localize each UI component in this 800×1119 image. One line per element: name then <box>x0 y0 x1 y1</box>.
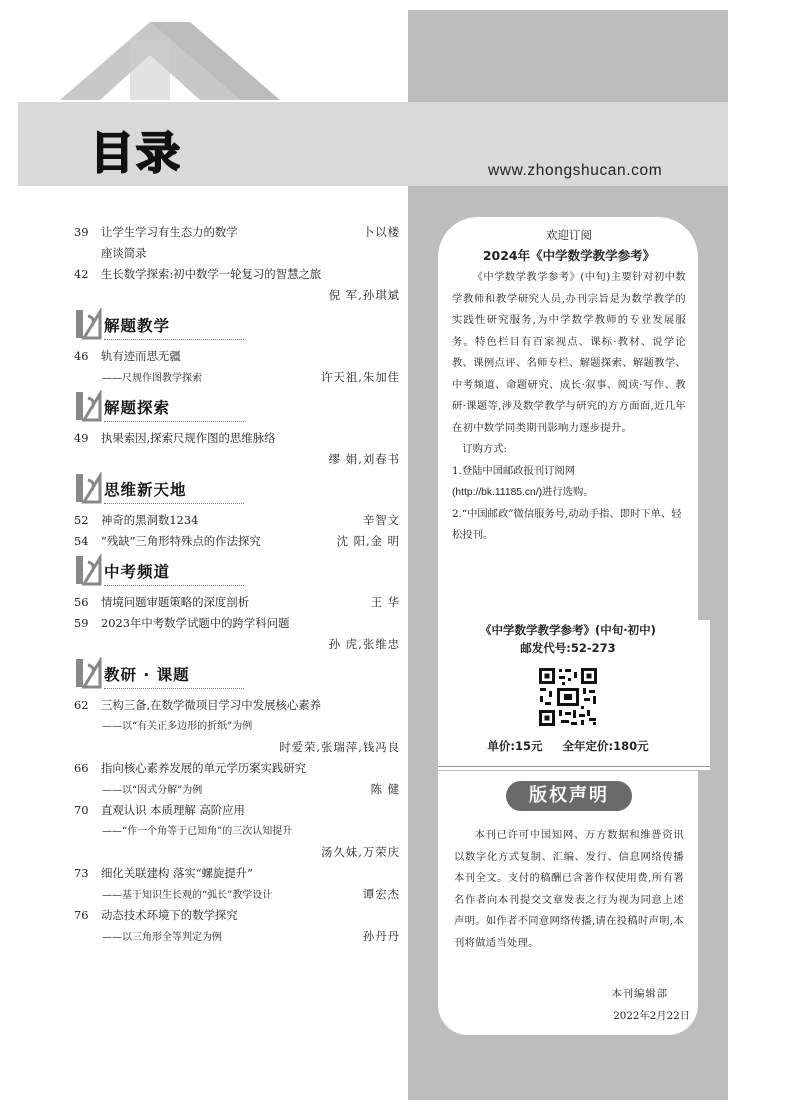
journal-full-name: 《中学数学教学参考》(中旬·初中) <box>480 623 656 637</box>
section-divider <box>104 339 244 340</box>
section-logo-icon <box>74 472 102 506</box>
toc-entry[interactable] <box>74 510 400 531</box>
page-number: 59 <box>74 616 89 630</box>
section-header <box>74 388 400 428</box>
section-title: 解题教学 <box>104 317 171 335</box>
section-logo-icon <box>74 390 102 424</box>
article-title: 神奇的黑洞数1234 <box>101 513 199 527</box>
article-title: 让学生学习有生态力的数学 <box>101 225 238 239</box>
order-info <box>438 620 710 770</box>
copyright-text: 本刊已许可中国知网、万方数据和维普资讯以数字化方式复制、汇编、发行、信息网络传播本刊全文。支付的稿酬已含著作权使用费,所有署名作者向本刊提交文章发表之行为视为同意上述声明。如作者不同意网络传播,请在投稿时声明,本刊将做适当处理。 <box>454 829 684 949</box>
section-header <box>74 552 400 592</box>
qr-code-icon[interactable] <box>537 666 599 728</box>
page-number: 54 <box>74 534 89 548</box>
article-title: 执果索因,探索尺规作图的思维脉络 <box>101 431 276 445</box>
article-subtitle: ——以“因式分解”为例 <box>102 785 203 796</box>
article-author: 汤久妹,万荣庆 <box>321 845 400 859</box>
section-logo-icon <box>74 308 102 342</box>
toc-entry[interactable] <box>74 863 400 905</box>
page-number: 76 <box>74 908 89 922</box>
article-author: 孙丹丹 <box>362 929 400 943</box>
subscription-method-2: 2.“中国邮政”微信服务号,动动手指、即时下单、轻松投刊。 <box>452 507 682 541</box>
subscription-methods-label: 订购方式: <box>462 443 507 455</box>
article-subtitle: ——“作一个角等于已知角”的三次认知提升 <box>102 826 293 837</box>
page-number: 56 <box>74 595 89 609</box>
toc-entry[interactable] <box>74 800 400 863</box>
price-info <box>438 738 698 754</box>
article-author: 卜以楼 <box>362 225 400 239</box>
article-title: 三构三备,在数学微项目学习中发展核心素养 <box>101 698 322 712</box>
article-title-continued: 座谈简录 <box>101 246 147 260</box>
section-divider <box>104 585 244 586</box>
toc-entry[interactable] <box>74 695 400 758</box>
toc-entry[interactable] <box>74 592 400 613</box>
subscription-url[interactable]: (http://bk.11185.cn/)进行选购。 <box>452 487 594 498</box>
article-subtitle: ——以三角形全等判定为例 <box>102 932 222 943</box>
article-subtitle: ——尺规作图教学探索 <box>102 373 202 384</box>
postal-code: 邮发代号:52-273 <box>520 641 616 655</box>
toc-entry[interactable] <box>74 264 400 306</box>
article-author: 倪 军,孙琪斌 <box>328 288 400 302</box>
journal-intro: 《中学数学教学参考》(中旬)主要针对初中数学教师和教学研究人员,办刊宗旨是为数学教学的实践性研究服务,为中学数学教师的专业发展服务。特色栏目有百家视点、课标·教材、说学论教、课例点评、名师专栏、解题探索、解题教学、中考频道、命题研究、成长·叙事、阅读·写作、教研·课题等,涉及数学教学与研究的方方面面,近几年在初中数学同类期刊影响力逐步提升。 <box>452 271 686 434</box>
toc-entry[interactable] <box>74 613 400 655</box>
article-title: 2023年中考数学试题中的跨学科问题 <box>101 616 290 630</box>
section-title: 中考频道 <box>104 563 171 581</box>
toc-entry[interactable] <box>74 222 400 264</box>
section-header <box>74 306 400 346</box>
toc-entry[interactable] <box>74 531 400 552</box>
article-title: 动态技术环境下的数学探究 <box>101 908 238 922</box>
section-logo-icon <box>74 657 102 691</box>
article-author: 陈 健 <box>370 782 400 796</box>
section-title: 解题探索 <box>104 399 171 417</box>
subscription-card <box>438 217 698 621</box>
page-number: 66 <box>74 761 89 775</box>
journal-title: 2024年《中学数学教学参考》 <box>482 248 656 263</box>
article-title: 情境问题审题策略的深度剖析 <box>101 595 250 609</box>
section-title: 思维新天地 <box>104 481 187 499</box>
toc-entry[interactable] <box>74 346 400 388</box>
toc-entry[interactable] <box>74 428 400 470</box>
page-number: 39 <box>74 225 89 239</box>
article-title: 指向核心素养发展的单元学历案实践研究 <box>101 761 307 775</box>
page-number: 62 <box>74 698 89 712</box>
copyright-date: 2022年2月22日 <box>613 1010 690 1022</box>
section-header <box>74 470 400 510</box>
article-author: 孙 虎,张维忠 <box>328 637 400 651</box>
section-header <box>74 655 400 695</box>
article-author: 许天祖,朱加佳 <box>321 370 400 384</box>
article-title: 直观认识 本质理解 高阶应用 <box>101 803 245 817</box>
annual-price: 全年定价:180元 <box>562 739 649 753</box>
copyright-title: 版权声明 <box>506 781 632 811</box>
page-number: 49 <box>74 431 89 445</box>
section-divider <box>104 688 244 689</box>
divider <box>438 766 710 767</box>
page-title: 目录 <box>90 128 182 179</box>
page-number: 46 <box>74 349 89 363</box>
section-divider <box>104 503 244 504</box>
page-number: 70 <box>74 803 89 817</box>
unit-price: 单价:15元 <box>487 739 543 753</box>
article-subtitle: ——基于知识生长观的“弧长”教学设计 <box>102 890 273 901</box>
page-number: 73 <box>74 866 89 880</box>
article-title: 轨有迹而思无疆 <box>101 349 181 363</box>
article-title: “残缺”三角形特殊点的作法探究 <box>101 534 261 548</box>
article-author: 辛智文 <box>362 513 400 527</box>
article-author: 缪 娟,刘春书 <box>328 452 400 466</box>
copyright-card <box>438 771 698 1035</box>
page-number: 42 <box>74 267 89 281</box>
subscription-heading: 欢迎订阅 <box>546 228 592 242</box>
article-author: 谭宏杰 <box>362 887 400 901</box>
section-divider <box>104 421 244 422</box>
subscription-method-1: 1.登陆中国邮政报刊订阅网 <box>452 464 576 477</box>
section-logo-icon <box>74 554 102 588</box>
table-of-contents <box>74 222 400 947</box>
toc-entry[interactable] <box>74 758 400 800</box>
article-title: 细化关联建构 落实“螺旋提升” <box>101 866 253 880</box>
toc-entry[interactable] <box>74 905 400 947</box>
copyright-signature: 本刊编辑部 <box>611 988 668 1000</box>
page-number: 52 <box>74 513 89 527</box>
article-author: 沈 阳,金 明 <box>336 534 400 548</box>
article-subtitle: ——以“有关正多边形的折纸”为例 <box>102 721 253 732</box>
article-title: 生长数学探索:初中数学一轮复习的智慧之旅 <box>101 267 322 281</box>
website-url[interactable]: www.zhongshucan.com <box>488 162 663 179</box>
section-title: 教研 · 课题 <box>104 666 190 684</box>
article-author: 王 华 <box>370 595 400 609</box>
article-author: 时爱荣,张瑞萍,钱冯良 <box>279 740 400 754</box>
